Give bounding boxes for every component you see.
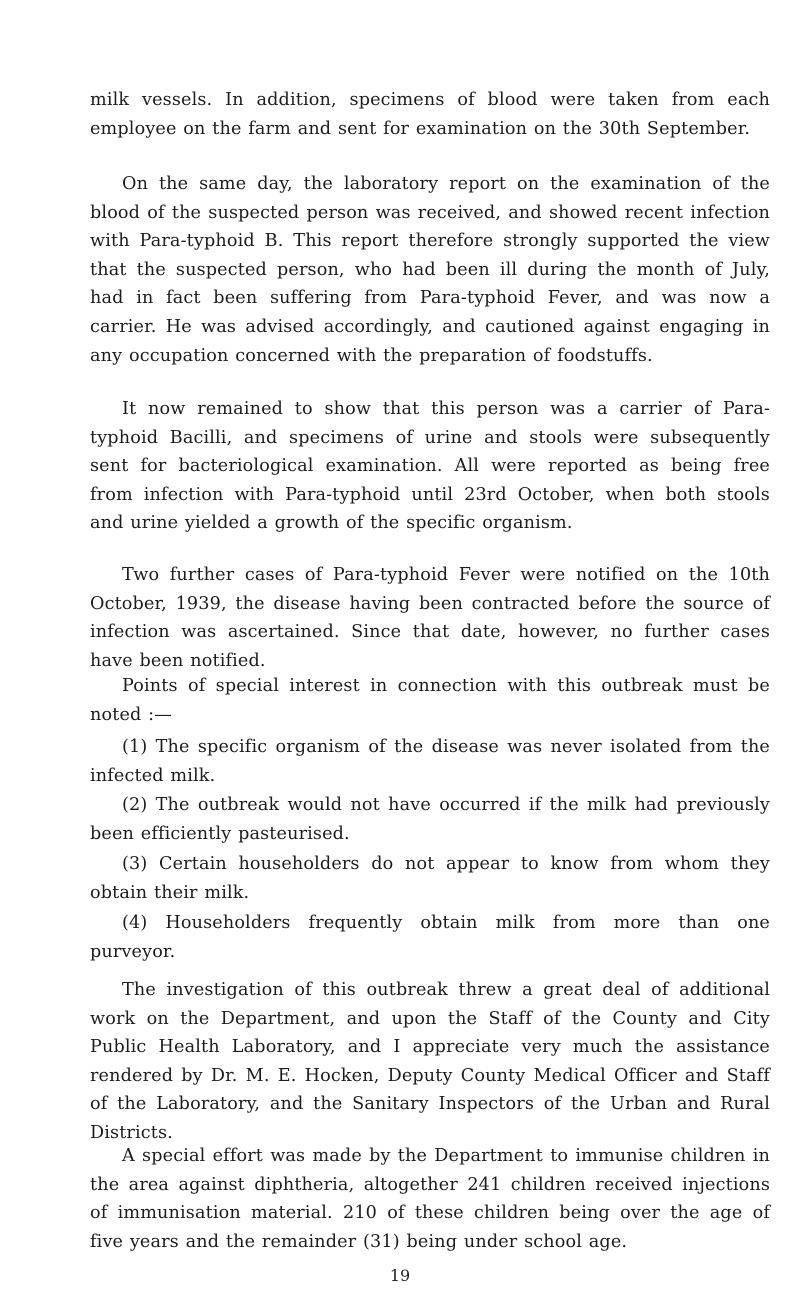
paragraph-points-of-interest: Points of special interest in connection with this outbreak must be noted :— [90,676,770,725]
page-number: 19 [389,1266,411,1285]
list-item-point-2: (2) The outbreak would not have occurred if the milk had previously been efficiently pasteurised. [90,795,770,844]
list-item-point-1: (1) The specific organism of the disease was never isolated from the infected milk. [90,737,770,786]
paragraph-laboratory-report: On the same day, the laboratory report on the examination of the blood of the suspected person was received, and showed recent infection with Para-typhoid B. This report therefore strongly supported the view that the suspected person, who had been ill during the month of July, had in fact been suffering from Para-typhoid Fever, and was now a carrier. He was advised accordingly, and cautioned against engaging in any occupation concerned with the preparation of foodstuffs. [90,174,770,366]
paragraph-carrier-confirmation: It now remained to show that this person was a carrier of Para-typhoid Bacilli, and specimens of urine and stools were subsequently sent for bacteriological examination. All were reported as being free from infection with Para-typhoid until 23rd October, when both stools and urine yielded a growth of the specific organism. [90,399,770,534]
paragraph-diphtheria-immunisation: A special effort was made by the Department to immunise children in the area against diphtheria, altogether 241 children received injections of immunisation material. 210 of these children being over the age of five years and the remainder (31) being under school age. [90,1146,770,1252]
paragraph-investigation-acknowledgement: The investigation of this outbreak threw a great deal of additional work on the Department, and upon the Staff of the County and City Public Health Laboratory, and I appreciate very much the assistance rendered by Dr. M. E. Hocken, Deputy County Medical Officer and Staff of the Laboratory, and the Sanitary Inspectors of the Urban and Rural Districts. [90,980,770,1143]
list-item-point-4: (4) Householders frequently obtain milk from more than one purveyor. [90,913,770,962]
paragraph-further-cases: Two further cases of Para-typhoid Fever were notified on the 10th October, 1939, the disease having been contracted before the source of infection was ascertained. Since that date, however, no further cases have been notified. [90,565,770,671]
paragraph-milk-vessels-specimens: milk vessels. In addition, specimens of blood were taken from each employee on the farm and sent for examination on the 30th September. [90,90,770,139]
list-item-point-3: (3) Certain householders do not appear to know from whom they obtain their milk. [90,854,770,903]
